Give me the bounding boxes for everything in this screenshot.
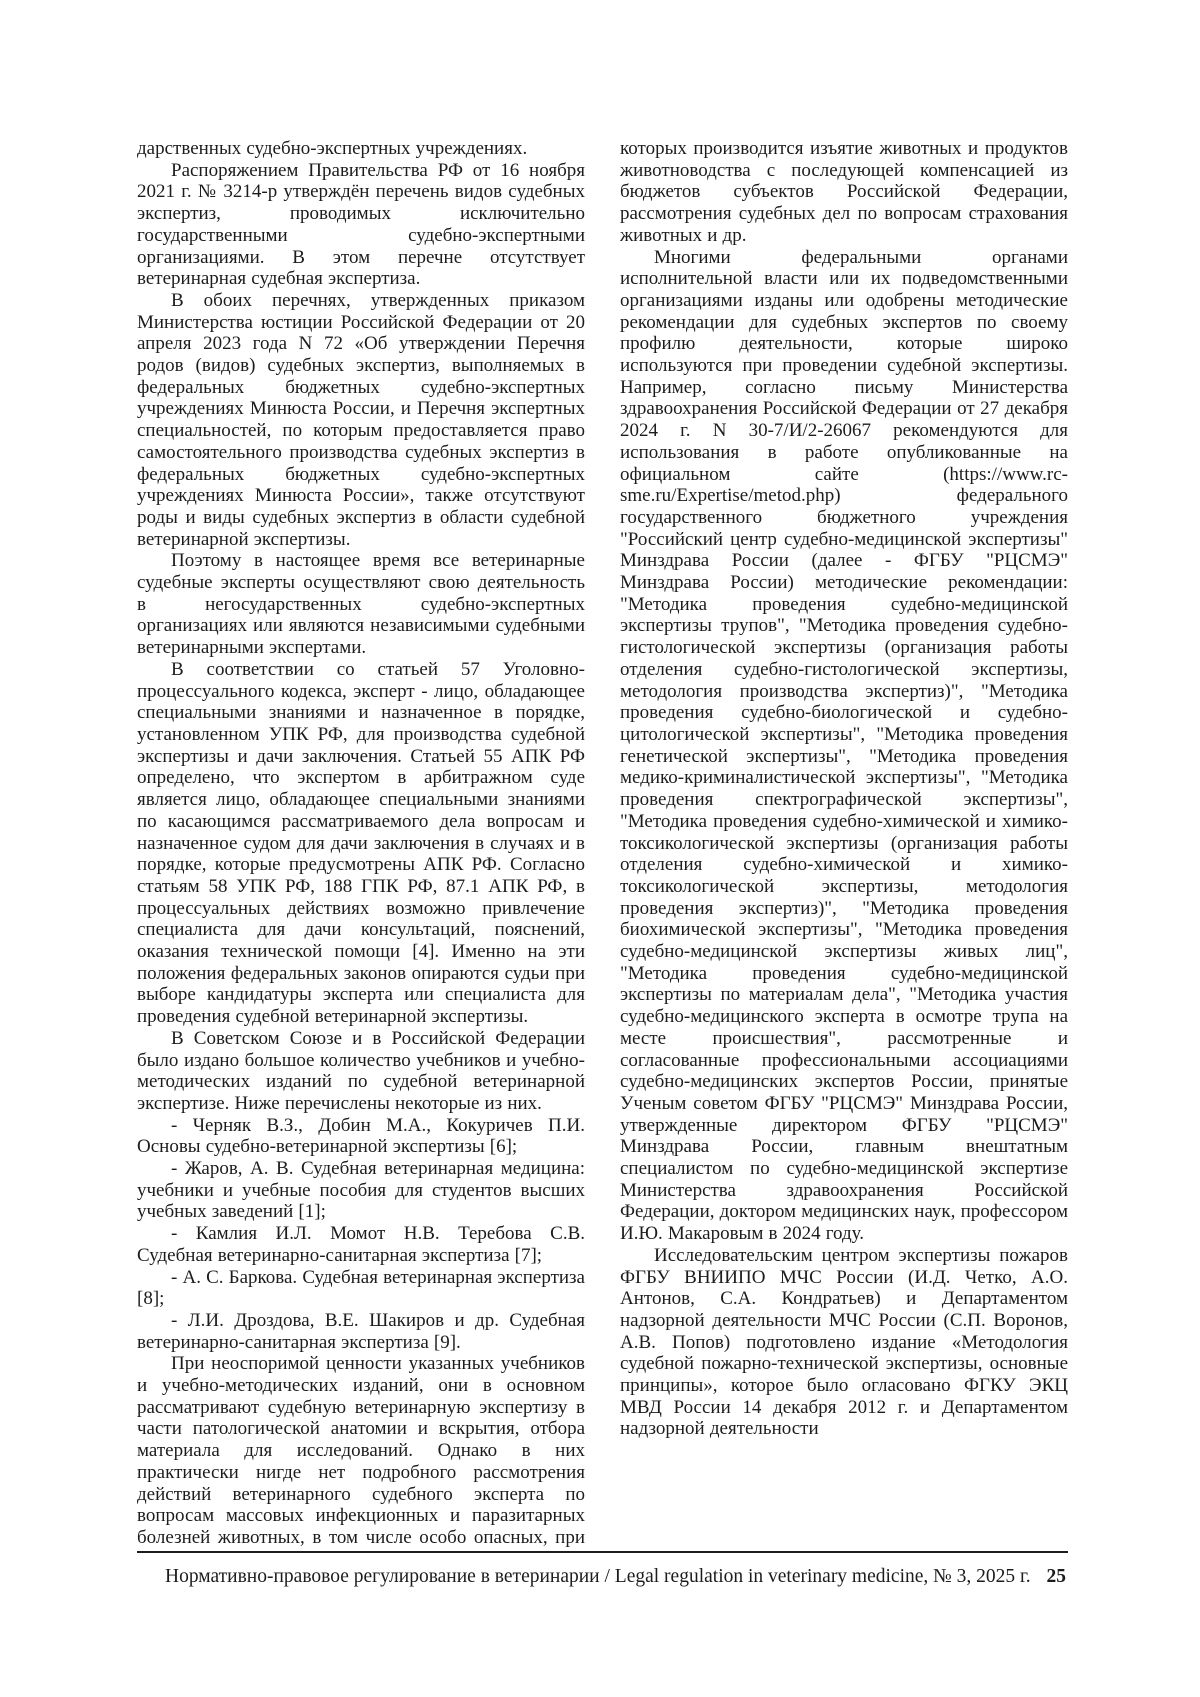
paragraph: В обоих перечнях, утвержденных приказом Министерства юстиции Российской Федерации от 20 апреля 2023 года N 72 «Об утверждении Перечня родов (видов) судебных экспертиз, выполняемых в федеральных бюджетных судебно-экспертных учреждениях Минюста России, и Перечня экспертных специальностей, по которым предоставляется право самостоятельного производства судебных экспертиз в федеральных бюджетных судебно-экспертных учреждениях Минюста России», также отсутствуют роды и виды судебных экспертиз в области судебной ветеринарной экспертизы. [137, 289, 585, 550]
paragraph: Многими федеральными органами исполнительной власти или их подведомственными организациями изданы или одобрены методические рекомендации для судебных экспертов по своему профилю деятельности, которые широко используются при проведении судебной экспертизы. Например, согласно письму Министерства здравоохранения Российской Федерации от 27 декабря 2024 г. N 30-7/И/2-26067 рекомендуются для использования в работе опубликованные на официальном сайте (https://www.rc-sme.ru/Expertise/metod.php) федерального государственного бюджетного учреждения "Российский центр судебно-медицинской экспертизы" Минздрава России (далее - ФГБУ "РЦСМЭ" Минздрава России) методические рекомендации: "Методика проведения судебно-медицинской экспертизы трупов", "Методика проведения судебно-гистологической экспертизы (организация работы отделения судебно-гистологической экспертизы, методология производства экспертиз)", "Методика проведения судебно-биологической и судебно-цитологической экспертизы", "Методика проведения генетической экспертизы", "Методика проведения медико-криминалистической экспертизы", "Методика проведения спектрографической экспертизы", "Методика проведения судебно-химической и химико-токсикологической экспертизы (организация работы отделения судебно-химической и химико-токсикологической экспертизы, методология проведения экспертиз)", "Методика проведения биохимической экспертизы", "Методика проведения судебно-медицинской экспертизы живых лиц", "Методика проведения судебно-медицинской экспертизы по материалам дела", "Методика участия судебно-медицинского эксперта в осмотре трупа на месте происшествия", рассмотренные и согласованные профессиональными ассоциациями судебно-медицинских экспертов России, принятые Ученым советом ФГБУ "РЦСМЭ" Минздрава России, утвержденные директором ФГБУ "РЦСМЭ" Минздрава России, главным внештатным специалистом по судебно-медицинской экспертизе Министерства здравоохранения Российской Федерации, доктором медицинских наук, профессором И.Ю. Макаровым в 2024 году. [620, 246, 1068, 1245]
paragraph: Исследовательским центром экспертизы пожаров ФГБУ ВНИИПО МЧС России (И.Д. Четко, А.О. Антонов, С.А. Кондратьев) и Департаментом надзорной деятельности МЧС России (С.П. Воронов, А.В. Попов) подготовлено издание «Методология судебной пожарно-технической экспертизы, основные принципы», которое было огласовано ФГКУ ЭКЦ МВД России 14 декабря 2012 г. и Департаментом надзорной деятельности [620, 1244, 1068, 1440]
page-number: 25 [1046, 1566, 1066, 1587]
paragraph: При неоспоримой ценности указанных учебников и учебно-методических изданий, они в основном рассматривают судебную ветеринарную экспертизу в части патологической анатомии и вскрытия, отбора материала для исследований. Однако в них практически нигде нет подробного рассмотрения действий ветеринарного судебного эксперта по вопросам массовых инфекционных и паразитарных болезней животных, в том числе особо опасных, при которых производится изъятие животных и продуктов животноводства с последующей компенсацией из бюджетов субъектов Российской Федерации, рассмотрения судебных дел по вопросам страхования животных и др. [137, 138, 1068, 1548]
article-body [137, 138, 1068, 1550]
paragraph: дарственных судебно-экспертных учреждениях. [137, 138, 528, 159]
paragraph: - А. С. Баркова. Судебная ветеринарная экспертиза [8]; [137, 1266, 585, 1310]
footer-divider [137, 1551, 1068, 1553]
paragraph: Поэтому в настоящее время все ветеринарные судебные эксперты осуществляют свою деятельность в негосударственных судебно-экспертных организациях или являются независимыми судебными ветеринарными экспертами. [137, 550, 585, 659]
paragraph: - Черняк В.З., Добин М.А., Кокуричев П.И. Основы судебно-ветеринарной экспертизы [6]; [137, 1114, 585, 1158]
paragraph: - Жаров, А. В. Судебная ветеринарная медицина: учебники и учебные пособия для студентов высших учебных заведений [1]; [137, 1158, 585, 1223]
paragraph: - Л.И. Дроздова, В.Е. Шакиров и др. Судебная ветеринарно-санитарная экспертиза [9]. [137, 1309, 585, 1353]
journal-footer-text: Нормативно-правовое регулирование в ветеринарии / Legal regulation in veterinary medicine, № 3, 2025 г. [165, 1566, 1031, 1587]
paragraph: Распоряжением Правительства РФ от 16 ноября 2021 г. № 3214-р утверждён перечень видов судебных экспертиз, проводимых исключительно государственными судебно-экспертными организациями. В этом перечне отсутствует ветеринарная судебная экспертиза. [137, 159, 585, 290]
paragraph: В соответствии со статьей 57 Уголовно-процессуального кодекса, эксперт - лицо, обладающее специальными знаниями и назначенное в порядке, установленном УПК РФ, для производства судебной экспертизы и дачи заключения. Статьей 55 АПК РФ определено, что экспертом в арбитражном суде является лицо, обладающее специальными знаниями по касающимся рассматриваемого дела вопросам и назначенное судом для дачи заключения в случаях и в порядке, которые предусмотрены АПК РФ. Согласно статьям 58 УПК РФ, 188 ГПК РФ, 87.1 АПК РФ, в процессуальных действиях возможно привлечение специалиста для дачи консультаций, пояснений, оказания технической помощи [4]. Именно на эти положения федеральных законов опираются судьи при выборе кандидатуры эксперта или специалиста для проведения судебной ветеринарной экспертизы. [137, 658, 585, 1028]
paragraph: - Камлия И.Л. Момот Н.В. Теребова С.В. Судебная ветеринарно-санитарная экспертиза [7]; [137, 1223, 585, 1266]
paragraph: В Советском Союзе и в Российской Федерации было издано большое количество учебников и учебно-методических изданий по судебной ветеринарной экспертизе. Ниже перечислены некоторые из них. [137, 1027, 585, 1114]
page-footer [137, 1565, 1068, 1589]
